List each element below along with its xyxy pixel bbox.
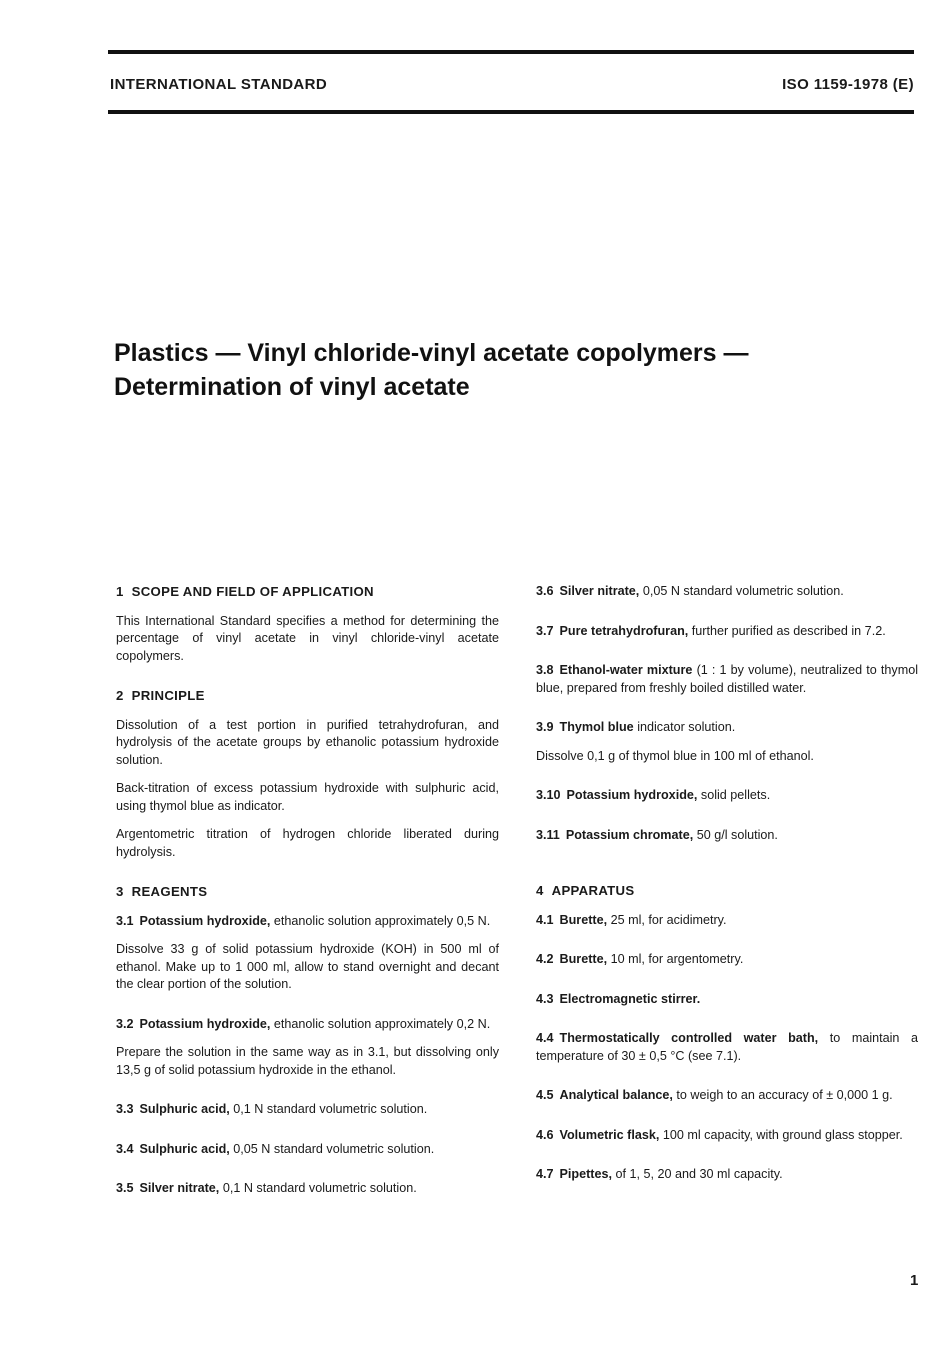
- principle-paragraph-1: Dissolution of a test portion in purified tetrahydrofuran, and hydrolysis of the acetate groups by ethanolic potassium hydroxide solution.: [116, 717, 499, 767]
- section-title: PRINCIPLE: [131, 688, 205, 703]
- clause-3-1-note: Dissolve 33 g of solid potassium hydroxide (KOH) in 500 ml of ethanol. Make up to 1 000 ml, allow to stand overnight and decant the clear portion of the solution.: [116, 942, 499, 991]
- clause-3-2: 3.2 Potassium hydroxide, ethanolic solution approximately 0,2 N.: [116, 1016, 491, 1031]
- section-title: SCOPE AND FIELD OF APPLICATION: [131, 584, 374, 599]
- section-number: 3: [116, 884, 124, 899]
- clause-4-2: 4.2 Burette, 10 ml, for argentometry.: [536, 952, 744, 966]
- section-heading-scope: [116, 583, 499, 601]
- header-top-rule: [108, 50, 914, 54]
- principle-paragraph-2: Back-titration of excess potassium hydroxide with sulphuric acid, using thymol blue as indicator.: [116, 781, 499, 813]
- clause-3-1: 3.1 Potassium hydroxide, ethanolic solution approximately 0,5 N.: [116, 913, 491, 928]
- left-column: [116, 583, 499, 1209]
- right-column: [536, 583, 918, 1195]
- title-line-2: Determination of vinyl acetate: [114, 373, 470, 401]
- section-heading-principle: [116, 687, 499, 705]
- clause-4-4: 4.4 Thermostatically controlled water bath, to maintain a temperature of 30 ± 0,5 °C (see 7.1).: [536, 1031, 919, 1063]
- clause-4-6: 4.6 Volumetric flask, 100 ml capacity, with ground glass stopper.: [536, 1127, 903, 1142]
- section-heading-apparatus: [536, 882, 918, 900]
- clause-3-2-note: Prepare the solution in the same way as in 3.1, but dissolving only 13,5 g of solid potassium hydroxide in the ethanol.: [116, 1045, 499, 1077]
- clause-3-11: 3.11 Potassium chromate, 50 g/l solution.: [536, 827, 778, 842]
- clause-3-8: 3.8 Ethanol-water mixture (1 : 1 by volume), neutralized to thymol blue, prepared from freshly boiled distilled water.: [536, 663, 919, 695]
- clause-3-6: 3.6 Silver nitrate, 0,05 N standard volumetric solution.: [536, 584, 844, 598]
- clause-3-7: 3.7 Pure tetrahydrofuran, further purified as described in 7.2.: [536, 623, 886, 638]
- clause-3-4: 3.4 Sulphuric acid, 0,05 N standard volumetric solution.: [116, 1141, 435, 1156]
- section-number: 1: [116, 584, 124, 599]
- clause-3-10: 3.10 Potassium hydroxide, solid pellets.: [536, 788, 771, 802]
- clause-3-9: 3.9 Thymol blue indicator solution.: [536, 720, 736, 734]
- title-line-1: Plastics — Vinyl chloride-vinyl acetate copolymers —: [114, 339, 749, 367]
- scope-paragraph: This International Standard specifies a method for determining the percentage of vinyl acetate in vinyl chloride-vinyl acetate copolymers.: [116, 613, 499, 663]
- clause-4-5: 4.5 Analytical balance, to weigh to an accuracy of ± 0,000 1 g.: [536, 1088, 893, 1102]
- clause-3-5: 3.5 Silver nitrate, 0,1 N standard volumetric solution.: [116, 1181, 417, 1195]
- header-bottom-rule: [108, 110, 914, 114]
- standard-number: ISO 1159-1978 (E): [782, 76, 914, 93]
- section-number: 2: [116, 688, 124, 703]
- clause-3-9-note: Dissolve 0,1 g of thymol blue in 100 ml of ethanol.: [536, 748, 814, 763]
- section-heading-reagents: [116, 883, 499, 901]
- clause-4-1: 4.1 Burette, 25 ml, for acidimetry.: [536, 912, 727, 927]
- section-title: APPARATUS: [551, 883, 635, 898]
- principle-paragraph-3: Argentometric titration of hydrogen chloride liberated during hydrolysis.: [116, 827, 499, 859]
- clause-4-3: 4.3 Electromagnetic stirrer.: [536, 991, 701, 1006]
- document-title: [114, 336, 894, 404]
- page-number: 1: [910, 1272, 919, 1289]
- clause-3-3: 3.3 Sulphuric acid, 0,1 N standard volumetric solution.: [116, 1102, 428, 1116]
- section-title: REAGENTS: [131, 884, 208, 899]
- clause-4-7: 4.7 Pipettes, of 1, 5, 20 and 30 ml capacity.: [536, 1167, 783, 1181]
- document-type-label: INTERNATIONAL STANDARD: [110, 76, 328, 93]
- section-number: 4: [536, 883, 544, 898]
